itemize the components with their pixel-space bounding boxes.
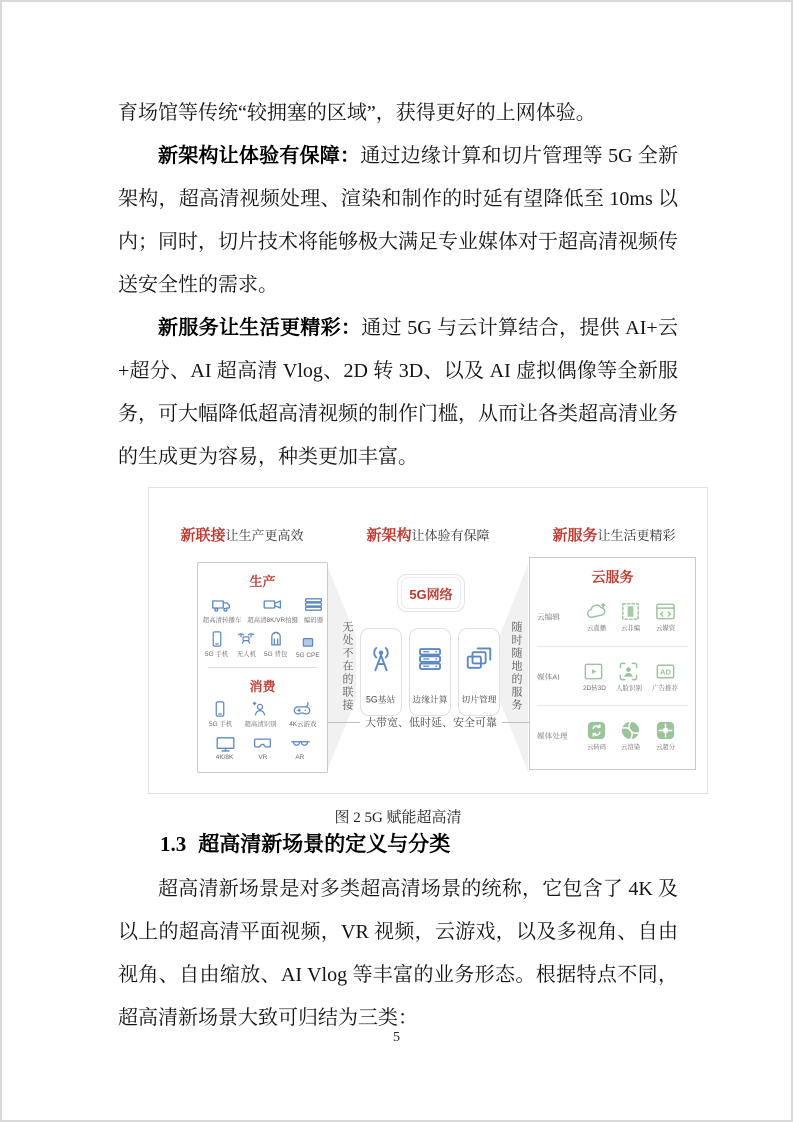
fig-item [303, 594, 324, 625]
fig-item [263, 629, 288, 659]
cloud-service-panel [529, 557, 696, 770]
header-new-service [521, 524, 707, 545]
page-number: 5 [393, 1030, 400, 1045]
header-emphasis: 新联接 [180, 527, 226, 544]
fig-item [201, 594, 243, 625]
fig-item [215, 733, 236, 761]
fig-item [585, 719, 608, 752]
section-number: 1.3 [160, 832, 187, 856]
paragraph [118, 307, 678, 479]
tv-icon [215, 733, 236, 754]
slice-layers-icon [464, 642, 494, 676]
video-play-icon [582, 660, 605, 683]
production-consumption-panel [197, 562, 328, 773]
ar-glasses-icon [290, 733, 311, 754]
vertical-text-connection: 无处不在的联接 [341, 621, 353, 712]
network-badge-label: 5G网络 [401, 577, 461, 609]
media-asset-icon [654, 600, 677, 623]
network-badge [397, 574, 465, 612]
note-text: 大带宽、低时延、安全可靠 [365, 717, 497, 729]
item-label: 编码器 [304, 617, 324, 624]
broadcast-truck-icon [211, 594, 232, 615]
item-label: 2D转3D [582, 684, 606, 692]
icon-row [198, 699, 327, 729]
fig-item [654, 600, 677, 633]
header-rest: 让生产更高效 [225, 528, 304, 543]
fig-item [204, 629, 229, 659]
cpe-icon [298, 632, 318, 652]
item-label: 5G 背包 [264, 651, 288, 658]
figure-5g-enable-uhd [148, 487, 708, 794]
icon-row [198, 629, 327, 659]
paragraph-lead: 新架构让体验有保障： [158, 145, 361, 167]
item-label: 5G CPE [295, 652, 320, 659]
phone-icon [210, 699, 230, 719]
fig-item [288, 699, 318, 729]
figure-headers [149, 524, 707, 545]
render-icon [619, 719, 642, 742]
paragraph-lead: 新服务让生活更精彩： [158, 317, 362, 339]
fig-item [651, 660, 679, 693]
fig-item [615, 660, 643, 693]
item-label: 超高清转播车 [202, 617, 242, 624]
section-title-production: 生产 [249, 574, 276, 589]
item-label: AR [295, 754, 305, 761]
panel-divider [208, 667, 317, 668]
header-emphasis: 新服务 [552, 527, 598, 544]
phone-icon [207, 629, 227, 649]
backpack-icon [266, 629, 286, 649]
vertical-text-service: 随时随地的服务 [510, 621, 522, 712]
drone-icon [236, 629, 256, 649]
cloud-icon [585, 600, 608, 623]
row-items [573, 719, 688, 752]
icon-row [198, 733, 327, 761]
face-recognition-icon [617, 660, 640, 683]
row-items [573, 600, 688, 633]
fig-item [582, 660, 607, 693]
paragraph-text: 通过 5G 与云计算结合，提供 AI+云+超分、AI 超高清 Vlog、2D 转 3D、以及 AI 虚拟偶像等全新服务，可大幅降低超高清视频的制作门槛，从而让各类超高清业务的生成更为容易，种类更加丰富。 [118, 317, 679, 468]
fig-item [208, 699, 233, 729]
section-title: 超高清新场景的定义与分类 [198, 832, 451, 856]
row-label: 媒体AI [537, 672, 560, 681]
vr-headset-icon [252, 733, 273, 754]
item-label: 4K/8K [216, 754, 234, 761]
header-rest: 让体验有保障 [411, 528, 490, 543]
paragraph-text: 通过边缘计算和切片管理等 5G 全新架构，超高清视频处理、渲染和制作的时延有望降低至 10ms 以内；同时，切片技术将能够极大满足专业媒体对于超高清视频传送安全性的需求。 [118, 145, 678, 296]
item-label: 云直播 [586, 625, 606, 632]
super-resolution-icon [654, 719, 677, 742]
item-label: 云媒资 [655, 625, 675, 632]
body-text [118, 92, 678, 479]
card-label: 切片管理 [461, 695, 497, 706]
row-items [573, 660, 688, 693]
fig-item [243, 699, 278, 729]
item-label: 5G 手机 [208, 721, 233, 728]
item-label: 云超分 [655, 744, 675, 751]
item-label: 人脸识别 [616, 684, 642, 692]
paragraph [118, 135, 678, 307]
fig-item [252, 733, 273, 761]
item-label: 云转码 [586, 744, 606, 751]
header-new-architecture [335, 524, 521, 545]
svg-text:AD: AD [659, 667, 671, 677]
fig-item [619, 719, 642, 752]
item-label: 5G 手机 [205, 651, 229, 658]
card-slice-management [458, 628, 500, 716]
item-label: 广告推荐 [652, 684, 679, 692]
cloud-service-title: 云服务 [591, 569, 634, 585]
fig-item [236, 629, 257, 659]
fig-item [290, 733, 311, 761]
cloud-row-media-ai [537, 646, 688, 706]
card-label: 5G基站 [366, 695, 396, 706]
item-label: 4K云游戏 [288, 721, 317, 728]
ad-icon [654, 660, 677, 683]
fig-item [619, 600, 642, 633]
fig-item [245, 594, 300, 625]
header-rest: 让生活更精彩 [597, 528, 676, 543]
gamepad-icon [292, 699, 312, 719]
card-edge-computing [409, 628, 451, 716]
row-label: 媒体处理 [537, 731, 568, 741]
paragraph: 超高清新场景是对多类超高清场景的统称，它包含了 4K 及以上的超高清平面视频，VR 视频，云游戏，以及多视角、自由视角、自由缩放、AI Vlog 等丰富的业务形态。根据特点不同，超高清新场景大致可归结为三类： [118, 878, 678, 1029]
person-icon [250, 699, 270, 719]
encoder-icon [303, 594, 324, 615]
item-label: 超高清识别 [244, 721, 277, 728]
item-label: 云渲染 [620, 744, 641, 751]
item-label: VR [258, 754, 267, 761]
network-cards [360, 628, 500, 716]
antenna-icon [366, 642, 396, 676]
figure-caption: 图 2 5G 赋能超高清 [334, 810, 462, 826]
fig-item [654, 719, 677, 752]
cloud-row-editing [537, 587, 688, 646]
item-label: 超高清8K/VR拍摄 [247, 617, 299, 624]
row-label: 云编辑 [537, 612, 560, 622]
header-new-connection [149, 524, 335, 545]
section-heading [160, 828, 450, 858]
video-camera-icon [262, 594, 283, 615]
item-label: 无人机 [236, 651, 257, 658]
nle-frame-icon [619, 600, 642, 623]
section-title-consumption: 消费 [249, 679, 276, 694]
icon-row [198, 594, 327, 625]
card-base-station [360, 628, 402, 716]
network-qualities-note [327, 714, 535, 730]
item-label: 云非编 [620, 625, 641, 632]
edge-server-icon [415, 642, 445, 676]
fig-item [295, 632, 321, 659]
header-emphasis: 新架构 [366, 527, 412, 544]
transcode-icon [585, 719, 608, 742]
paragraph: 育场馆等传统“较拥塞的区域”，获得更好的上网体验。 [118, 102, 596, 124]
card-label: 边缘计算 [412, 695, 448, 706]
dash-line [327, 722, 360, 723]
fig-item [585, 600, 608, 633]
cloud-row-media-processing [537, 705, 688, 765]
